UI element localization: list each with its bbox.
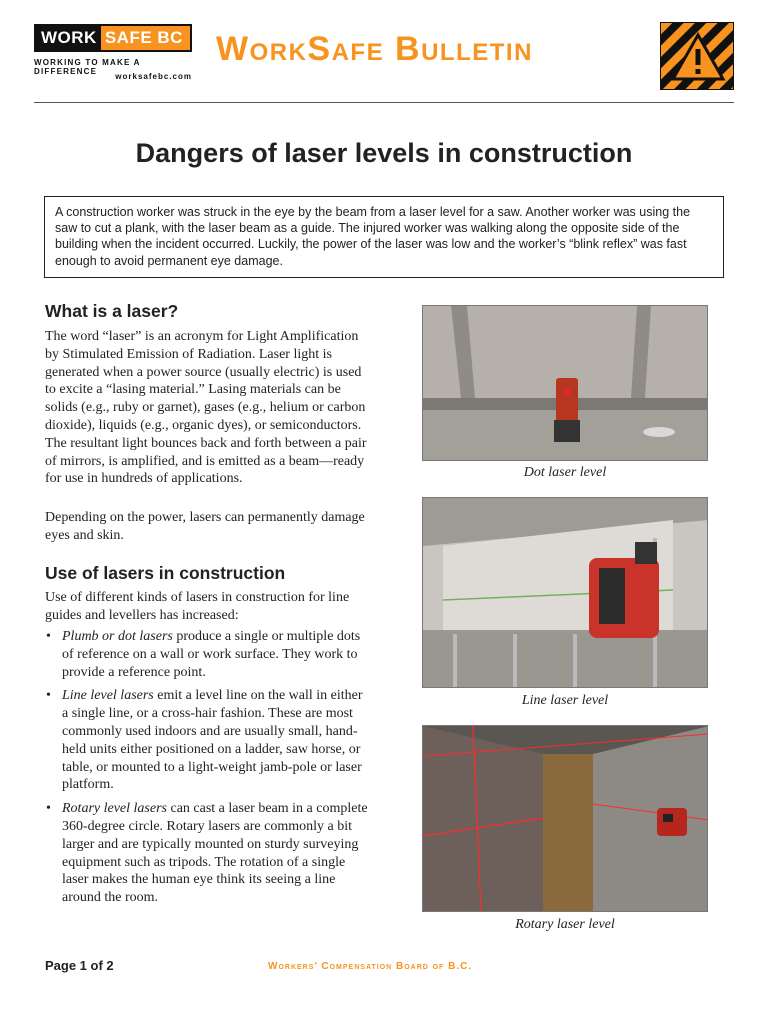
list-item-term: Line level lasers xyxy=(62,688,154,704)
section-heading-use-in-construction: Use of lasers in construction xyxy=(45,563,286,583)
tagline: WORKING TO MAKE A DIFFERENCE xyxy=(34,58,141,76)
website: worksafebc.com xyxy=(115,72,192,81)
logo-work-text: WORK xyxy=(36,26,101,50)
list-item xyxy=(45,687,370,794)
bulletin-title: WorkSafe Bulletin xyxy=(216,30,533,68)
worksafebc-logo xyxy=(34,24,192,52)
logo-safe-text: SAFE BC xyxy=(104,28,183,47)
list-item-term: Plumb or dot lasers xyxy=(62,629,173,644)
list-item xyxy=(45,800,370,907)
section-heading-what-is-laser: What is a laser? xyxy=(45,301,179,321)
photo-caption: Rotary laser level xyxy=(515,917,615,932)
laser-types-list xyxy=(45,628,370,913)
list-item-text: can cast a laser beam in a complete 360-degree circle. Rotary lasers are commonly a bit larger and are typically mounted on sturdy surveying equipment such as tripods. The rotation of a single laser makes the human eye think its seeing a line around the room. xyxy=(62,801,368,906)
paragraph-laser-definition: The word “laser” is an acronym for Light Amplification by Stimulated Emission of Radiation. Laser light is generated when a power source (usually electric) is used to excite a “lasing material.” Lasing materials can be solids (e.g., ruby or garnet), gases (e.g., helium or carbon dioxide), liquids (e.g., organic dyes), or semiconductors. The resultant light bounces back and forth between a pair of mirrors, is amplified, and is emitted as a beam—ready for use in hundreds of applications. xyxy=(45,329,367,487)
intro-box: A construction worker was struck in the eye by the beam from a laser level for a saw. Another worker was using the saw to cut a plank, with the laser beam as a guide. The injured worker was walking along the opposite side of the building when the incident occurred. Luckily, the power of the laser was low and the worker’s “blink reflex” was fast enough to avoid permanent eye damage. xyxy=(44,196,724,278)
page-number: Page 1 of 2 xyxy=(45,958,114,973)
paragraph-use-intro: Use of different kinds of lasers in construction for line guides and levellers has increased: xyxy=(45,590,350,623)
line-laser-photo xyxy=(422,497,708,688)
footer-organization: Workers’ Compensation Board of B.C. xyxy=(268,961,473,972)
list-item xyxy=(45,628,370,681)
warning-icon xyxy=(660,22,734,90)
page-title: Dangers of laser levels in construction xyxy=(135,138,633,168)
list-item-text: produce a single or multiple dots of reference on a wall or work surface. They work to provide a reference point. xyxy=(62,629,361,680)
list-item-term: Rotary level lasers xyxy=(62,801,167,817)
rotary-laser-photo xyxy=(422,725,708,912)
dot-laser-photo xyxy=(422,305,708,461)
paragraph-laser-danger: Depending on the power, lasers can permanently damage eyes and skin. xyxy=(45,510,365,543)
photo-caption: Line laser level xyxy=(521,693,609,708)
photo-caption: Dot laser level xyxy=(523,465,607,480)
list-item-text: emit a level line on the wall in either a single line, or a cross-hair fashion. These are most commonly used indoors and are usually small, hand-held units either positioned on a ladder, saw horse, or table, or mounted to a light-weight jamb-pole or laser platform. xyxy=(62,688,363,793)
header-divider xyxy=(34,102,734,103)
